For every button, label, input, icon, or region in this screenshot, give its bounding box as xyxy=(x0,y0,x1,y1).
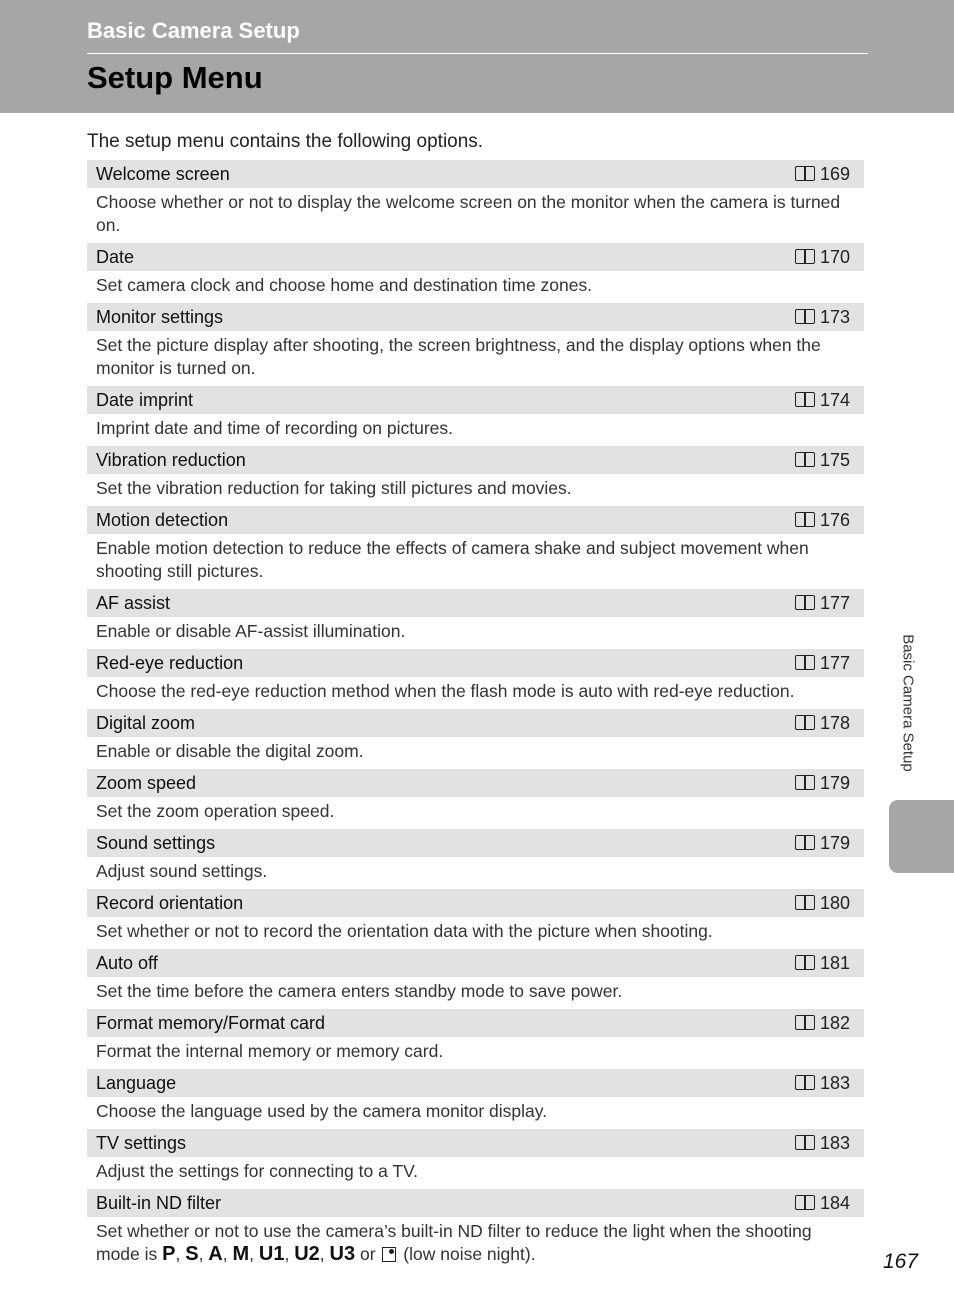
option-name: Record orientation xyxy=(96,892,244,913)
option-name: Built-in ND filter xyxy=(96,1192,222,1213)
option-name: Language xyxy=(96,1072,177,1093)
page-reference-number: 182 xyxy=(819,1012,850,1033)
option-zoom-speed xyxy=(87,769,864,829)
mode-p-glyph: P xyxy=(162,1243,176,1265)
book-icon xyxy=(794,391,818,409)
option-date-imprint xyxy=(87,386,864,446)
book-icon xyxy=(794,451,818,469)
option-name: AF assist xyxy=(96,592,171,613)
book-icon xyxy=(794,714,818,732)
page-reference[interactable] xyxy=(794,713,850,734)
page-reference[interactable] xyxy=(794,510,850,531)
page-reference[interactable] xyxy=(794,1073,850,1094)
options-table xyxy=(87,160,864,1272)
option-name: Sound settings xyxy=(96,832,216,853)
option-description: Choose the red-eye reduction method when the flash mode is auto with red-eye reduction. xyxy=(96,681,795,701)
book-icon xyxy=(794,1014,818,1032)
page-reference[interactable] xyxy=(794,953,850,974)
page-reference-number: 170 xyxy=(819,246,850,267)
option-format-memory xyxy=(87,1009,864,1069)
book-icon xyxy=(794,1074,818,1092)
book-icon xyxy=(794,774,818,792)
page-reference-number: 181 xyxy=(819,952,850,973)
page-reference-number: 173 xyxy=(819,306,850,327)
option-date xyxy=(87,243,864,303)
side-tab-marker xyxy=(889,800,954,873)
page-reference-number: 175 xyxy=(819,449,850,470)
option-header xyxy=(87,1009,864,1037)
option-header xyxy=(87,303,864,331)
option-name: Red-eye reduction xyxy=(96,652,244,673)
page-reference[interactable] xyxy=(794,893,850,914)
option-description: Set the picture display after shooting, the screen brightness, and the display options when the monitor is turned on. xyxy=(96,335,821,378)
page-header xyxy=(0,0,954,113)
page-reference[interactable] xyxy=(794,390,850,411)
option-description: Choose whether or not to display the welcome screen on the monitor when the camera is turned on. xyxy=(96,192,841,235)
option-header xyxy=(87,386,864,414)
option-name: Vibration reduction xyxy=(96,449,246,470)
page-reference-number: 183 xyxy=(819,1072,850,1093)
option-header xyxy=(87,446,864,474)
page-reference-number: 184 xyxy=(819,1192,850,1213)
low-noise-night-icon xyxy=(382,1247,396,1262)
option-name: Digital zoom xyxy=(96,712,196,733)
page-reference[interactable] xyxy=(794,653,850,674)
option-record-orientation xyxy=(87,889,864,949)
page-reference[interactable] xyxy=(794,773,850,794)
page-reference[interactable] xyxy=(794,247,850,268)
option-description: Set camera clock and choose home and destination time zones. xyxy=(96,275,593,295)
option-description: Choose the language used by the camera monitor display. xyxy=(96,1101,548,1121)
page-reference[interactable] xyxy=(794,450,850,471)
option-header xyxy=(87,769,864,797)
page-reference[interactable] xyxy=(794,593,850,614)
option-sound-settings xyxy=(87,829,864,889)
page-reference-number: 179 xyxy=(819,772,850,793)
option-header xyxy=(87,949,864,977)
option-af-assist xyxy=(87,589,864,649)
option-header xyxy=(87,829,864,857)
section-title: Basic Camera Setup xyxy=(87,18,300,43)
page-reference-number: 178 xyxy=(819,712,850,733)
option-name: Motion detection xyxy=(96,509,229,530)
page-reference-number: 174 xyxy=(819,389,850,410)
nd-or-word: or xyxy=(359,1244,376,1264)
page-number: 167 xyxy=(883,1250,919,1273)
page-reference-number: 169 xyxy=(819,163,850,184)
option-vibration-reduction xyxy=(87,446,864,506)
page-reference-number: 176 xyxy=(819,509,850,530)
book-icon xyxy=(794,511,818,529)
option-name: Date imprint xyxy=(96,389,194,410)
page-reference-number: 177 xyxy=(819,652,850,673)
option-tv-settings xyxy=(87,1129,864,1189)
option-language xyxy=(87,1069,864,1129)
book-icon xyxy=(794,1134,818,1152)
option-header xyxy=(87,589,864,617)
option-name: Auto off xyxy=(96,952,158,973)
option-digital-zoom xyxy=(87,709,864,769)
option-name: Welcome screen xyxy=(96,163,230,184)
page-reference-number: 179 xyxy=(819,832,850,853)
option-description: Set the zoom operation speed. xyxy=(96,801,335,821)
option-description: Imprint date and time of recording on pictures. xyxy=(96,418,453,438)
option-description: Set the time before the camera enters standby mode to save power. xyxy=(96,981,623,1001)
book-icon xyxy=(794,248,818,266)
option-motion-detection xyxy=(87,506,864,589)
option-description: Adjust the settings for connecting to a TV. xyxy=(96,1161,419,1181)
intro-text: The setup menu contains the following options. xyxy=(87,131,484,152)
option-name: Date xyxy=(96,246,135,267)
book-icon xyxy=(794,654,818,672)
page-reference-number: 177 xyxy=(819,592,850,613)
option-red-eye-reduction xyxy=(87,649,864,709)
book-icon xyxy=(794,1194,818,1212)
book-icon xyxy=(794,165,818,183)
option-description: Set whether or not to use the camera’s built-in ND filter to reduce the light when the shooting mode is P, S, A, M, U1, U2, U3 or (low noise night). xyxy=(96,1221,812,1265)
mode-s-glyph: S xyxy=(185,1243,199,1265)
option-description: Adjust sound settings. xyxy=(96,861,268,881)
mode-u1-glyph: U1 xyxy=(258,1243,285,1265)
option-name: Zoom speed xyxy=(96,772,197,793)
option-description: Format the internal memory or memory card. xyxy=(96,1041,444,1061)
page-reference[interactable] xyxy=(794,1013,850,1034)
page-reference-number: 183 xyxy=(819,1132,850,1153)
option-header xyxy=(87,1129,864,1157)
nd-desc-end: (low noise night). xyxy=(403,1244,536,1264)
option-monitor-settings xyxy=(87,303,864,386)
option-header xyxy=(87,243,864,271)
option-description: Set whether or not to record the orientation data with the picture when shooting. xyxy=(96,921,713,941)
page-reference[interactable] xyxy=(794,1193,850,1214)
book-icon xyxy=(794,834,818,852)
option-header xyxy=(87,1189,864,1217)
page-title: Setup Menu xyxy=(87,60,263,95)
page-reference[interactable] xyxy=(794,833,850,854)
option-header xyxy=(87,649,864,677)
option-header xyxy=(87,709,864,737)
book-icon xyxy=(794,308,818,326)
page-reference-number: 180 xyxy=(819,892,850,913)
option-description: Set the vibration reduction for taking still pictures and movies. xyxy=(96,478,572,498)
mode-m-glyph: M xyxy=(232,1243,250,1265)
option-welcome-screen xyxy=(87,160,864,243)
nd-desc-start: Set whether or not to use the camera’s built-in ND filter to reduce the light when the shooting mode is xyxy=(96,1221,812,1264)
book-icon xyxy=(794,954,818,972)
option-header xyxy=(87,506,864,534)
mode-u3-glyph: U3 xyxy=(329,1243,356,1265)
book-icon xyxy=(794,894,818,912)
option-header xyxy=(87,889,864,917)
side-tab-label: Basic Camera Setup xyxy=(899,634,917,772)
page-reference[interactable] xyxy=(794,164,850,185)
option-name: TV settings xyxy=(96,1132,187,1153)
header-divider xyxy=(87,53,868,54)
option-description: Enable or disable the digital zoom. xyxy=(96,741,364,761)
option-header xyxy=(87,160,864,188)
page-reference[interactable] xyxy=(794,307,850,328)
page-reference[interactable] xyxy=(794,1133,850,1154)
option-name: Monitor settings xyxy=(96,306,224,327)
book-icon xyxy=(794,594,818,612)
mode-u2-glyph: U2 xyxy=(294,1243,320,1265)
option-auto-off xyxy=(87,949,864,1009)
option-description: Enable or disable AF-assist illumination. xyxy=(96,621,406,641)
option-name: Format memory/Format card xyxy=(96,1012,326,1033)
option-built-in-nd-filter xyxy=(87,1189,864,1272)
mode-a-glyph: A xyxy=(208,1243,223,1265)
option-description: Enable motion detection to reduce the effects of camera shake and subject movement when shooting still pictures. xyxy=(96,538,809,581)
option-header xyxy=(87,1069,864,1097)
